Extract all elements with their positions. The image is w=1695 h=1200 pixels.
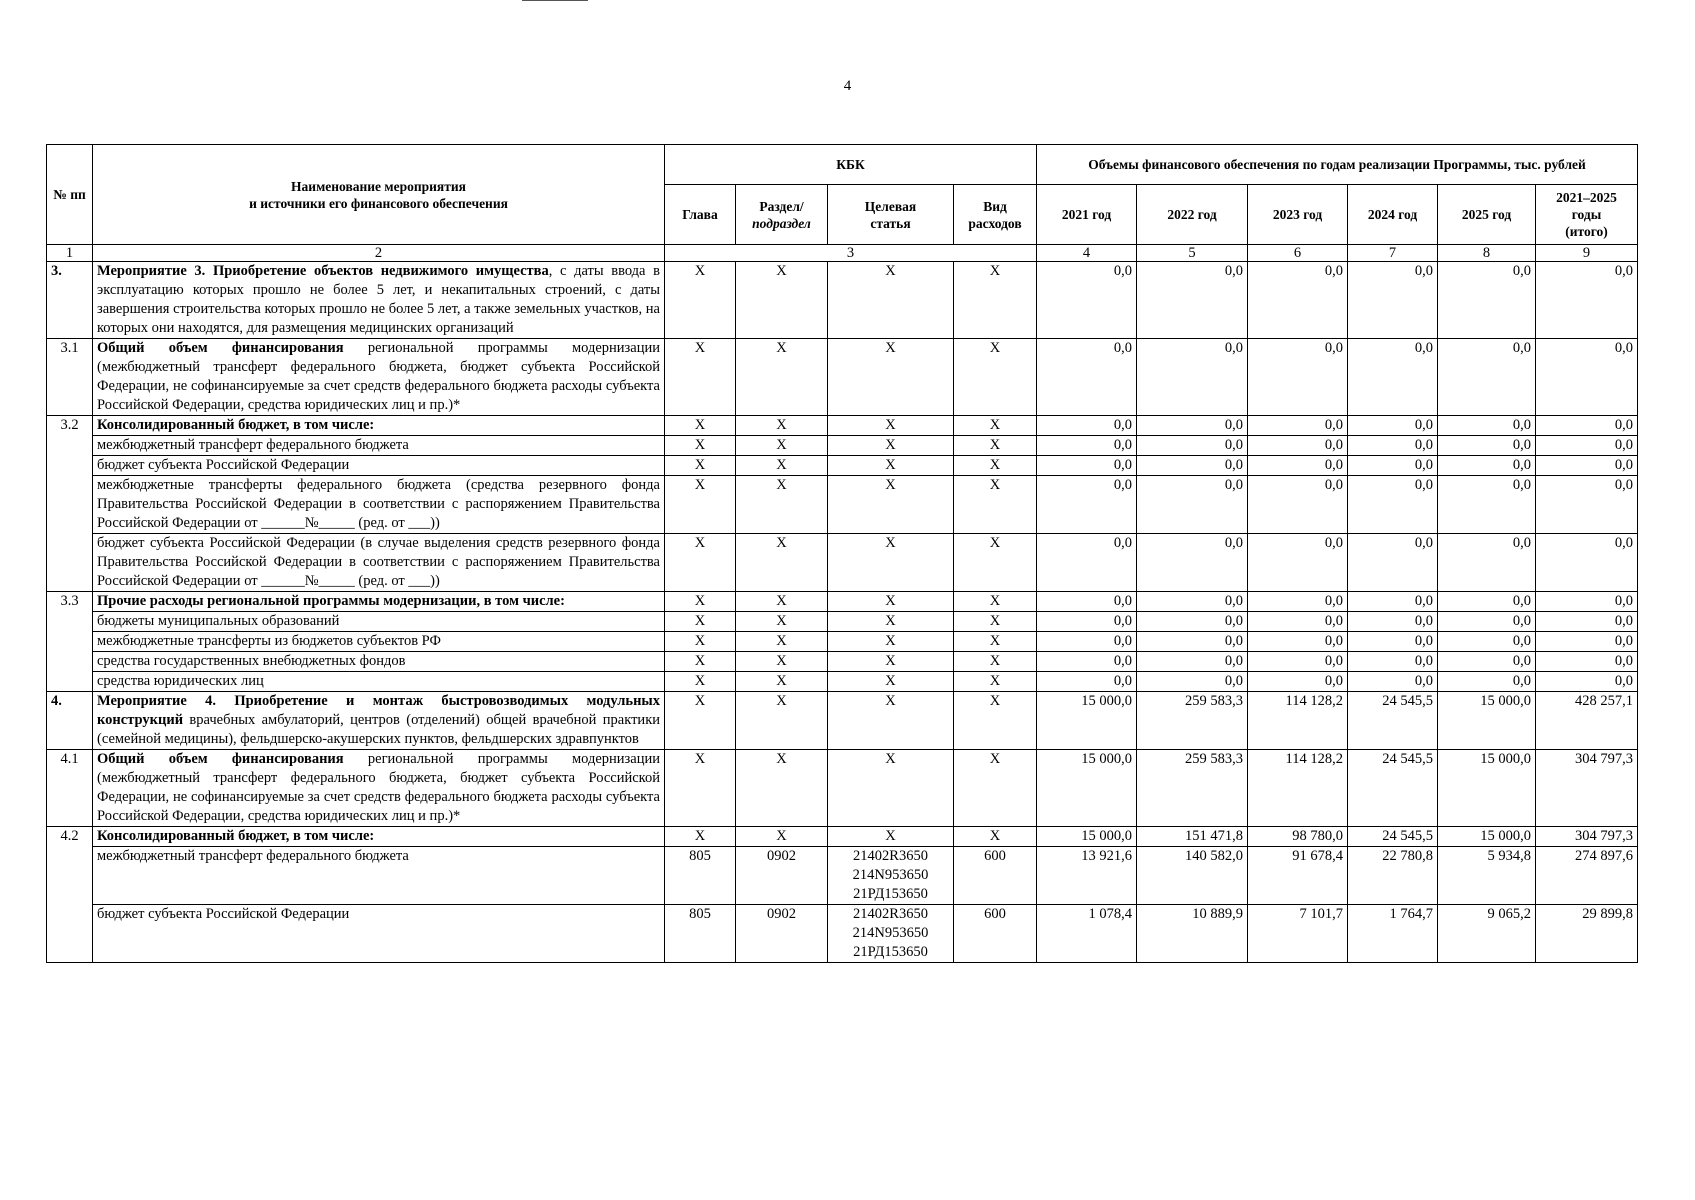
value-cell: 0,0 — [1536, 612, 1638, 632]
value-cell: 0,0 — [1037, 456, 1137, 476]
value-cell: 0,0 — [1348, 416, 1438, 436]
row-name-text: бюджет субъекта Российской Федерации — [97, 457, 350, 473]
value-cell: 0,0 — [1248, 652, 1348, 672]
value-cell: 151 471,8 — [1137, 827, 1248, 847]
value-cell: 0,0 — [1137, 632, 1248, 652]
value-cell: 0,0 — [1438, 262, 1536, 339]
kbk-glava-cell: X — [665, 416, 736, 436]
value-cell: 0,0 — [1438, 612, 1536, 632]
year-2021-header: 2021 год — [1037, 185, 1137, 245]
value-cell: 0,0 — [1137, 339, 1248, 416]
kbk-vid-cell: X — [954, 632, 1037, 652]
value-cell: 0,0 — [1438, 672, 1536, 692]
kbk-celevaya-cell: X — [828, 672, 954, 692]
value-cell: 0,0 — [1348, 262, 1438, 339]
kbk-vid-cell: X — [954, 652, 1037, 672]
kbk-vid-cell: X — [954, 262, 1037, 339]
kbk-glava-cell: X — [665, 672, 736, 692]
value-cell: 0,0 — [1438, 652, 1536, 672]
kbk-razdel-a: Раздел/ — [759, 198, 804, 214]
row-name — [93, 456, 665, 476]
value-cell: 0,0 — [1037, 476, 1137, 534]
value-cell: 0,0 — [1438, 534, 1536, 592]
row-index: 4.2 — [47, 827, 93, 963]
value-cell: 0,0 — [1248, 534, 1348, 592]
value-cell: 24 545,5 — [1348, 827, 1438, 847]
value-cell: 0,0 — [1037, 672, 1137, 692]
value-cell: 13 921,6 — [1037, 847, 1137, 905]
col-number: 7 — [1348, 245, 1438, 262]
col-number: 2 — [93, 245, 665, 262]
row-name-text: , с даты ввода в эксплуатацию которых прошло не более 5 лет, и некапитальных строений, с даты завершения строительства которых прошло не более 5 лет, а также земельных участков, на которых они находятся, для размещения медицинских организаций — [97, 263, 660, 336]
table-row — [47, 476, 1638, 534]
kbk-razdel-cell: 0902 — [736, 847, 828, 905]
row-name-text: региональной программы модернизации (межбюджетный трансферт федерального бюджета, бюджет субъекта Российской Федерации, не софинансируемые за счет средств федерального бюджета расходы субъекта Российской Федерации, средства юридических лиц и пр.)* — [97, 751, 660, 824]
value-cell: 0,0 — [1348, 456, 1438, 476]
value-cell: 0,0 — [1536, 534, 1638, 592]
kbk-razdel-cell: X — [736, 672, 828, 692]
row-name-text: бюджеты муниципальных образований — [97, 613, 340, 629]
row-name-text: межбюджетные трансферты федерального бюджета (средства резервного фонда Правительства Российской Федерации в соответствии с распоряжением Правительства Российской Федерации от ______№_____ (ред. от ___)) — [97, 477, 660, 531]
value-cell: 0,0 — [1348, 632, 1438, 652]
row-name — [93, 905, 665, 963]
kbk-razdel-b: подраздел — [752, 215, 811, 231]
value-cell: 24 545,5 — [1348, 750, 1438, 827]
kbk-razdel-cell: X — [736, 827, 828, 847]
year-2022-header: 2022 год — [1137, 185, 1248, 245]
value-cell: 0,0 — [1536, 339, 1638, 416]
value-cell: 0,0 — [1037, 339, 1137, 416]
kbk-vid-cell: 600 — [954, 905, 1037, 963]
value-cell: 0,0 — [1438, 456, 1536, 476]
kbk-celevaya-cell: X — [828, 632, 954, 652]
kbk-celevaya-cell: X — [828, 612, 954, 632]
kbk-razdel-cell: X — [736, 339, 828, 416]
col-number: 8 — [1438, 245, 1536, 262]
value-cell: 259 583,3 — [1137, 692, 1248, 750]
total-c: (итого) — [1565, 224, 1608, 239]
col-number: 6 — [1248, 245, 1348, 262]
value-cell: 259 583,3 — [1137, 750, 1248, 827]
value-cell: 0,0 — [1536, 416, 1638, 436]
row-name — [93, 534, 665, 592]
value-cell: 0,0 — [1348, 476, 1438, 534]
row-index: 4. — [47, 692, 93, 750]
table-body — [47, 262, 1638, 963]
row-name-bold: Мероприятие 4. Приобретение и монтаж быстровозводимых модульных конструкций — [97, 693, 660, 728]
table-row — [47, 592, 1638, 612]
total-header — [1536, 185, 1638, 245]
value-cell: 0,0 — [1248, 456, 1348, 476]
value-cell: 0,0 — [1438, 476, 1536, 534]
kbk-vid-cell: X — [954, 476, 1037, 534]
value-cell: 0,0 — [1536, 436, 1638, 456]
table-row — [47, 339, 1638, 416]
kbk-glava-cell: X — [665, 436, 736, 456]
value-cell: 1 764,7 — [1348, 905, 1438, 963]
kbk-glava-cell: X — [665, 339, 736, 416]
kbk-vid-cell: X — [954, 416, 1037, 436]
col-number: 9 — [1536, 245, 1638, 262]
value-cell: 0,0 — [1438, 632, 1536, 652]
row-name — [93, 592, 665, 612]
row-name-text: бюджет субъекта Российской Федерации — [97, 906, 350, 922]
table-row — [47, 262, 1638, 339]
table-row — [47, 612, 1638, 632]
value-cell: 0,0 — [1438, 339, 1536, 416]
row-name-text: межбюджетный трансферт федерального бюджета — [97, 437, 409, 453]
table-row — [47, 456, 1638, 476]
row-name-bold: Общий объем финансирования — [97, 751, 344, 767]
value-cell: 0,0 — [1037, 262, 1137, 339]
kbk-celevaya-cell: X — [828, 692, 954, 750]
kbk-vid-cell: X — [954, 436, 1037, 456]
kbk-vid-cell: X — [954, 672, 1037, 692]
kbk-vid-cell: X — [954, 456, 1037, 476]
table-row — [47, 416, 1638, 436]
col-nn-header: № пп — [47, 145, 93, 245]
value-cell: 5 934,8 — [1438, 847, 1536, 905]
row-name-text: бюджет субъекта Российской Федерации (в случае выделения средств резервного фонда Правительства Российской Федерации в соответствии с распоряжением Правительства Российской Федерации от ______№_____ (ред. от ___)) — [97, 535, 660, 589]
row-name-bold: Консолидированный бюджет, в том числе: — [97, 417, 375, 433]
col-number: 1 — [47, 245, 93, 262]
kbk-glava-header: Глава — [665, 185, 736, 245]
value-cell: 0,0 — [1137, 476, 1248, 534]
year-2023-header: 2023 год — [1248, 185, 1348, 245]
value-cell: 24 545,5 — [1348, 692, 1438, 750]
col-name-line1: Наименование мероприятия — [291, 178, 466, 194]
row-name-bold: Мероприятие 3. Приобретение объектов недвижимого имущества — [97, 263, 549, 279]
kbk-vid-b: расходов — [968, 215, 1022, 231]
value-cell: 0,0 — [1248, 476, 1348, 534]
value-cell: 0,0 — [1348, 339, 1438, 416]
row-name-text: средства государственных внебюджетных фондов — [97, 653, 406, 669]
table-row — [47, 750, 1638, 827]
kbk-celevaya-a: Целевая — [864, 198, 917, 214]
kbk-celevaya-cell: X — [828, 416, 954, 436]
value-cell: 10 889,9 — [1137, 905, 1248, 963]
table-row — [47, 847, 1638, 905]
row-index: 4.1 — [47, 750, 93, 827]
row-index: 3.1 — [47, 339, 93, 416]
kbk-celevaya-cell: X — [828, 476, 954, 534]
kbk-glava-cell: X — [665, 262, 736, 339]
row-name-bold: Общий объем финансирования — [97, 340, 344, 356]
row-name — [93, 339, 665, 416]
value-cell: 0,0 — [1348, 652, 1438, 672]
col-number: 5 — [1137, 245, 1248, 262]
page-number: 4 — [843, 78, 852, 94]
value-cell: 15 000,0 — [1037, 827, 1137, 847]
value-cell: 0,0 — [1438, 416, 1536, 436]
value-cell: 0,0 — [1137, 592, 1248, 612]
kbk-glava-cell: 805 — [665, 905, 736, 963]
row-name — [93, 692, 665, 750]
row-name — [93, 436, 665, 456]
kbk-vid-cell: X — [954, 534, 1037, 592]
value-cell: 15 000,0 — [1438, 692, 1536, 750]
row-name — [93, 847, 665, 905]
kbk-glava-cell: X — [665, 652, 736, 672]
value-cell: 304 797,3 — [1536, 827, 1638, 847]
row-name — [93, 750, 665, 827]
value-cell: 0,0 — [1137, 652, 1248, 672]
value-cell: 0,0 — [1037, 632, 1137, 652]
kbk-header: КБК — [665, 145, 1037, 185]
kbk-celevaya-cell: X — [828, 534, 954, 592]
row-name-text: средства юридических лиц — [97, 673, 264, 689]
value-cell: 0,0 — [1536, 632, 1638, 652]
value-cell: 0,0 — [1536, 592, 1638, 612]
row-name — [93, 612, 665, 632]
value-cell: 29 899,8 — [1536, 905, 1638, 963]
value-cell: 9 065,2 — [1438, 905, 1536, 963]
value-cell: 1 078,4 — [1037, 905, 1137, 963]
value-cell: 0,0 — [1248, 592, 1348, 612]
table-row — [47, 905, 1638, 963]
kbk-celevaya-cell: X — [828, 750, 954, 827]
kbk-razdel-cell: X — [736, 436, 828, 456]
value-cell: 0,0 — [1248, 672, 1348, 692]
volumes-header: Объемы финансового обеспечения по годам реализации Программы, тыс. рублей — [1037, 145, 1638, 185]
table-row — [47, 534, 1638, 592]
value-cell: 0,0 — [1348, 612, 1438, 632]
row-name — [93, 632, 665, 652]
value-cell: 140 582,0 — [1137, 847, 1248, 905]
value-cell: 0,0 — [1348, 592, 1438, 612]
financing-table — [46, 144, 1638, 963]
col-number: 3 — [665, 245, 1037, 262]
kbk-vid-a: Вид — [983, 198, 1007, 214]
kbk-razdel-cell: X — [736, 534, 828, 592]
value-cell: 0,0 — [1137, 534, 1248, 592]
kbk-razdel-cell: X — [736, 612, 828, 632]
kbk-celevaya-cell: X — [828, 339, 954, 416]
value-cell: 0,0 — [1536, 652, 1638, 672]
value-cell: 0,0 — [1536, 672, 1638, 692]
year-2025-header: 2025 год — [1438, 185, 1536, 245]
row-name-text: врачебных амбулаторий, центров (отделений) общей врачебной практики (семейной медицины), фельдшерско-акушерских пунктов, фельдшерских здравпунктов — [97, 712, 660, 747]
kbk-glava-cell: X — [665, 476, 736, 534]
kbk-celevaya-header — [828, 185, 954, 245]
row-name — [93, 827, 665, 847]
kbk-razdel-cell: 0902 — [736, 905, 828, 963]
value-cell: 0,0 — [1348, 436, 1438, 456]
kbk-celevaya-cell: X — [828, 827, 954, 847]
value-cell: 7 101,7 — [1248, 905, 1348, 963]
col-name-header — [93, 145, 665, 245]
kbk-celevaya-cell: X — [828, 262, 954, 339]
value-cell: 0,0 — [1348, 534, 1438, 592]
table-row — [47, 692, 1638, 750]
value-cell: 0,0 — [1248, 632, 1348, 652]
value-cell: 0,0 — [1037, 416, 1137, 436]
row-name — [93, 652, 665, 672]
kbk-vid-header — [954, 185, 1037, 245]
kbk-glava-cell: X — [665, 692, 736, 750]
kbk-celevaya-cell: X — [828, 652, 954, 672]
kbk-glava-cell: X — [665, 632, 736, 652]
value-cell: 0,0 — [1536, 456, 1638, 476]
kbk-celevaya-b: статья — [870, 215, 911, 231]
value-cell: 0,0 — [1137, 262, 1248, 339]
row-name-text: региональной программы модернизации (межбюджетный трансферт федерального бюджета, бюджет субъекта Российской Федерации, не софинансируемые за счет средств федерального бюджета расходы субъекта Российской Федерации, средства юридических лиц и пр.)* — [97, 340, 660, 413]
kbk-razdel-cell: X — [736, 416, 828, 436]
kbk-vid-cell: X — [954, 612, 1037, 632]
row-name — [93, 476, 665, 534]
value-cell: 0,0 — [1037, 612, 1137, 632]
column-numbers-row — [47, 245, 1638, 262]
kbk-razdel-cell: X — [736, 652, 828, 672]
kbk-razdel-cell: X — [736, 476, 828, 534]
kbk-glava-cell: X — [665, 612, 736, 632]
kbk-glava-cell: 805 — [665, 847, 736, 905]
kbk-razdel-cell: X — [736, 262, 828, 339]
kbk-glava-cell: X — [665, 456, 736, 476]
value-cell: 0,0 — [1137, 672, 1248, 692]
kbk-vid-cell: 600 — [954, 847, 1037, 905]
value-cell: 0,0 — [1438, 592, 1536, 612]
value-cell: 91 678,4 — [1248, 847, 1348, 905]
kbk-celevaya-cell: X — [828, 592, 954, 612]
value-cell: 428 257,1 — [1536, 692, 1638, 750]
value-cell: 0,0 — [1248, 416, 1348, 436]
value-cell: 0,0 — [1348, 672, 1438, 692]
kbk-glava-cell: X — [665, 827, 736, 847]
value-cell: 0,0 — [1536, 476, 1638, 534]
kbk-vid-cell: X — [954, 750, 1037, 827]
kbk-razdel-cell: X — [736, 632, 828, 652]
kbk-celevaya-cell: 21402R3650 214N953650 21РД153650 — [828, 905, 954, 963]
col-number: 4 — [1037, 245, 1137, 262]
kbk-vid-cell: X — [954, 339, 1037, 416]
value-cell: 0,0 — [1137, 416, 1248, 436]
year-2024-header: 2024 год — [1348, 185, 1438, 245]
value-cell: 0,0 — [1438, 436, 1536, 456]
value-cell: 304 797,3 — [1536, 750, 1638, 827]
value-cell: 274 897,6 — [1536, 847, 1638, 905]
table-row — [47, 632, 1638, 652]
value-cell: 0,0 — [1248, 612, 1348, 632]
col-name-line2: и источники его финансового обеспечения — [249, 195, 508, 211]
kbk-celevaya-cell: X — [828, 456, 954, 476]
value-cell: 0,0 — [1248, 436, 1348, 456]
value-cell: 98 780,0 — [1248, 827, 1348, 847]
row-index: 3.3 — [47, 592, 93, 692]
kbk-razdel-cell: X — [736, 750, 828, 827]
kbk-glava-cell: X — [665, 534, 736, 592]
kbk-glava-cell: X — [665, 750, 736, 827]
kbk-glava-cell: X — [665, 592, 736, 612]
row-name-bold: Прочие расходы региональной программы модернизации, в том числе: — [97, 593, 565, 609]
value-cell: 15 000,0 — [1037, 692, 1137, 750]
value-cell: 0,0 — [1037, 436, 1137, 456]
row-index: 3. — [47, 262, 93, 339]
value-cell: 0,0 — [1037, 534, 1137, 592]
value-cell: 22 780,8 — [1348, 847, 1438, 905]
value-cell: 0,0 — [1536, 262, 1638, 339]
value-cell: 0,0 — [1137, 436, 1248, 456]
value-cell: 15 000,0 — [1438, 750, 1536, 827]
value-cell: 0,0 — [1137, 612, 1248, 632]
value-cell: 0,0 — [1037, 592, 1137, 612]
kbk-vid-cell: X — [954, 692, 1037, 750]
table-row — [47, 652, 1638, 672]
row-name-text: межбюджетный трансферт федерального бюджета — [97, 848, 409, 864]
row-name — [93, 416, 665, 436]
top-rule — [522, 0, 588, 1]
row-name — [93, 262, 665, 339]
kbk-celevaya-cell: 21402R3650 214N953650 21РД153650 — [828, 847, 954, 905]
value-cell: 15 000,0 — [1438, 827, 1536, 847]
row-name-bold: Консолидированный бюджет, в том числе: — [97, 828, 375, 844]
kbk-razdel-cell: X — [736, 592, 828, 612]
table-row — [47, 436, 1638, 456]
value-cell: 114 128,2 — [1248, 750, 1348, 827]
total-b: годы — [1571, 207, 1602, 222]
value-cell: 0,0 — [1037, 652, 1137, 672]
row-index: 3.2 — [47, 416, 93, 592]
value-cell: 0,0 — [1248, 262, 1348, 339]
row-name-text: межбюджетные трансферты из бюджетов субъектов РФ — [97, 633, 441, 649]
table-row — [47, 672, 1638, 692]
kbk-vid-cell: X — [954, 827, 1037, 847]
row-name — [93, 672, 665, 692]
kbk-razdel-cell: X — [736, 692, 828, 750]
kbk-celevaya-cell: X — [828, 436, 954, 456]
value-cell: 0,0 — [1137, 456, 1248, 476]
kbk-vid-cell: X — [954, 592, 1037, 612]
table-row — [47, 827, 1638, 847]
kbk-razdel-cell: X — [736, 456, 828, 476]
value-cell: 15 000,0 — [1037, 750, 1137, 827]
value-cell: 0,0 — [1248, 339, 1348, 416]
value-cell: 114 128,2 — [1248, 692, 1348, 750]
kbk-razdel-header — [736, 185, 828, 245]
total-a: 2021–2025 — [1556, 190, 1617, 205]
